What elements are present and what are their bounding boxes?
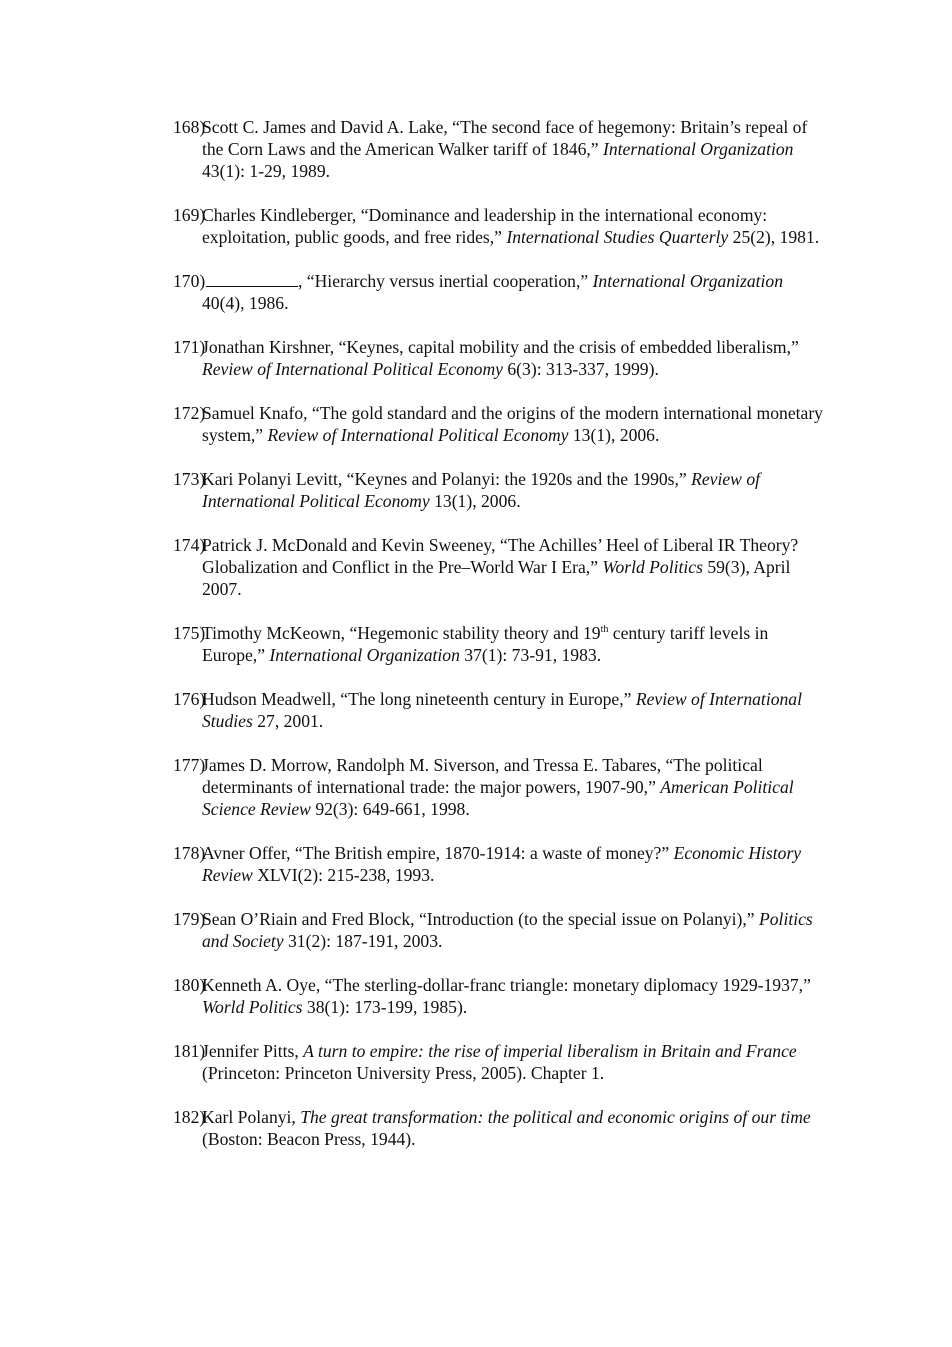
reference-citation: (Princeton: Princeton University Press, 2005). Chapter 1. bbox=[202, 1063, 605, 1083]
book-title: The great transformation: the political and economic origins of our time bbox=[300, 1107, 811, 1127]
reference-text: Avner Offer, “The British empire, 1870-1914: a waste of money?” bbox=[202, 843, 674, 863]
journal-title: Review of International Political Economy bbox=[202, 469, 761, 511]
reference-text: Timothy McKeown, “Hegemonic stability theory and 19 bbox=[202, 623, 601, 643]
reference-text: Jonathan Kirshner, “Keynes, capital mobility and the crisis of embedded liberalism,” bbox=[202, 337, 799, 357]
reference-text: James D. Morrow, Randolph M. Siverson, and Tressa E. Tabares, “The political determinants of international trade: the major powers, 1907-90,” bbox=[202, 755, 763, 797]
ditto-author-line bbox=[206, 271, 298, 287]
reference-item bbox=[173, 622, 823, 666]
journal-title: Economic History Review bbox=[202, 843, 802, 885]
reference-text: Sean O’Riain and Fred Block, “Introduction (to the special issue on Polanyi),” bbox=[202, 909, 760, 929]
reference-number: 168) bbox=[173, 117, 206, 137]
reference-citation: 59(3), April 2007. bbox=[202, 557, 791, 599]
reference-citation: (Boston: Beacon Press, 1944). bbox=[202, 1129, 416, 1149]
reference-text: Kari Polanyi Levitt, “Keynes and Polanyi: the 1920s and the 1990s,” bbox=[202, 469, 692, 489]
journal-title: Review of International Political Economy bbox=[267, 425, 569, 445]
reference-item bbox=[173, 1106, 823, 1150]
journal-title: World Politics bbox=[202, 997, 303, 1017]
reference-citation: 43(1): 1-29, 1989. bbox=[202, 161, 331, 181]
reference-number: 172) bbox=[173, 403, 206, 423]
reference-citation: 6(3): 313-337, 1999). bbox=[502, 359, 659, 379]
reference-number: 169) bbox=[173, 205, 206, 225]
reference-number: 176) bbox=[173, 689, 206, 709]
reference-citation: 92(3): 649-661, 1998. bbox=[310, 799, 470, 819]
reference-citation: 25(2), 1981. bbox=[728, 227, 820, 247]
reference-number: 177) bbox=[173, 755, 206, 775]
reference-citation: 38(1): 173-199, 1985). bbox=[302, 997, 468, 1017]
journal-title: Politics and Society bbox=[202, 909, 813, 951]
reference-item bbox=[173, 688, 823, 732]
reference-citation: 37(1): 73-91, 1983. bbox=[459, 645, 602, 665]
reference-item bbox=[173, 468, 823, 512]
reference-number: 174) bbox=[173, 535, 206, 555]
reference-item bbox=[173, 270, 823, 314]
journal-title: International Organization bbox=[269, 645, 460, 665]
reference-text-cont: century tariff levels in Europe,” bbox=[202, 623, 769, 665]
journal-title: American Political Science Review bbox=[202, 777, 794, 819]
reference-item bbox=[173, 754, 823, 820]
reference-text: Charles Kindleberger, “Dominance and leadership in the international economy: exploitation, public goods, and free rides,” bbox=[202, 205, 768, 247]
reference-number: 179) bbox=[173, 909, 206, 929]
reference-item bbox=[173, 1040, 823, 1084]
journal-title: International Studies Quarterly bbox=[506, 227, 729, 247]
reference-citation: XLVI(2): 215-238, 1993. bbox=[252, 865, 435, 885]
reference-number: 173) bbox=[173, 469, 206, 489]
reference-item bbox=[173, 974, 823, 1018]
reference-list bbox=[173, 116, 823, 1172]
reference-item bbox=[173, 534, 823, 600]
reference-item bbox=[173, 116, 823, 182]
reference-citation: 31(2): 187-191, 2003. bbox=[283, 931, 443, 951]
journal-title: Review of International Political Economy bbox=[202, 359, 503, 379]
reference-text: , “Hierarchy versus inertial cooperation,” bbox=[298, 271, 593, 291]
reference-text: Hudson Meadwell, “The long nineteenth century in Europe,” bbox=[202, 689, 636, 709]
journal-title: International Organization bbox=[603, 139, 794, 159]
reference-item bbox=[173, 336, 823, 380]
reference-citation: 13(1), 2006. bbox=[429, 491, 521, 511]
reference-text: Patrick J. McDonald and Kevin Sweeney, “The Achilles’ Heel of Liberal IR Theory? Globalization and Conflict in the Pre–World War I Era,” bbox=[202, 535, 799, 577]
reference-number: 178) bbox=[173, 843, 206, 863]
reference-number: 171) bbox=[173, 337, 206, 357]
reference-number: 180) bbox=[173, 975, 206, 995]
reference-text: Scott C. James and David A. Lake, “The second face of hegemony: Britain’s repeal of the Corn Laws and the American Walker tariff of 1846,” bbox=[202, 117, 808, 159]
reference-text: Jennifer Pitts, bbox=[202, 1041, 304, 1061]
reference-number: 181) bbox=[173, 1041, 206, 1061]
reference-number: 175) bbox=[173, 623, 206, 643]
reference-text: Kenneth A. Oye, “The sterling-dollar-franc triangle: monetary diplomacy 1929-1937,” bbox=[202, 975, 811, 995]
reference-item bbox=[173, 204, 823, 248]
reference-citation: 13(1), 2006. bbox=[568, 425, 660, 445]
reference-item bbox=[173, 842, 823, 886]
journal-title: Review of International Studies bbox=[202, 689, 802, 731]
journal-title: World Politics bbox=[602, 557, 703, 577]
reference-citation: 40(4), 1986. bbox=[202, 293, 289, 313]
reference-item bbox=[173, 402, 823, 446]
journal-title: International Organization bbox=[592, 271, 784, 291]
reference-citation: 27, 2001. bbox=[252, 711, 324, 731]
reference-number: 170) bbox=[173, 271, 206, 291]
reference-text: Karl Polanyi, bbox=[202, 1107, 301, 1127]
reference-text: Samuel Knafo, “The gold standard and the origins of the modern international monetary system,” bbox=[202, 403, 823, 445]
ordinal-superscript: th bbox=[600, 624, 609, 636]
reference-number: 182) bbox=[173, 1107, 206, 1127]
reference-item bbox=[173, 908, 823, 952]
book-title: A turn to empire: the rise of imperial liberalism in Britain and France bbox=[303, 1041, 797, 1061]
